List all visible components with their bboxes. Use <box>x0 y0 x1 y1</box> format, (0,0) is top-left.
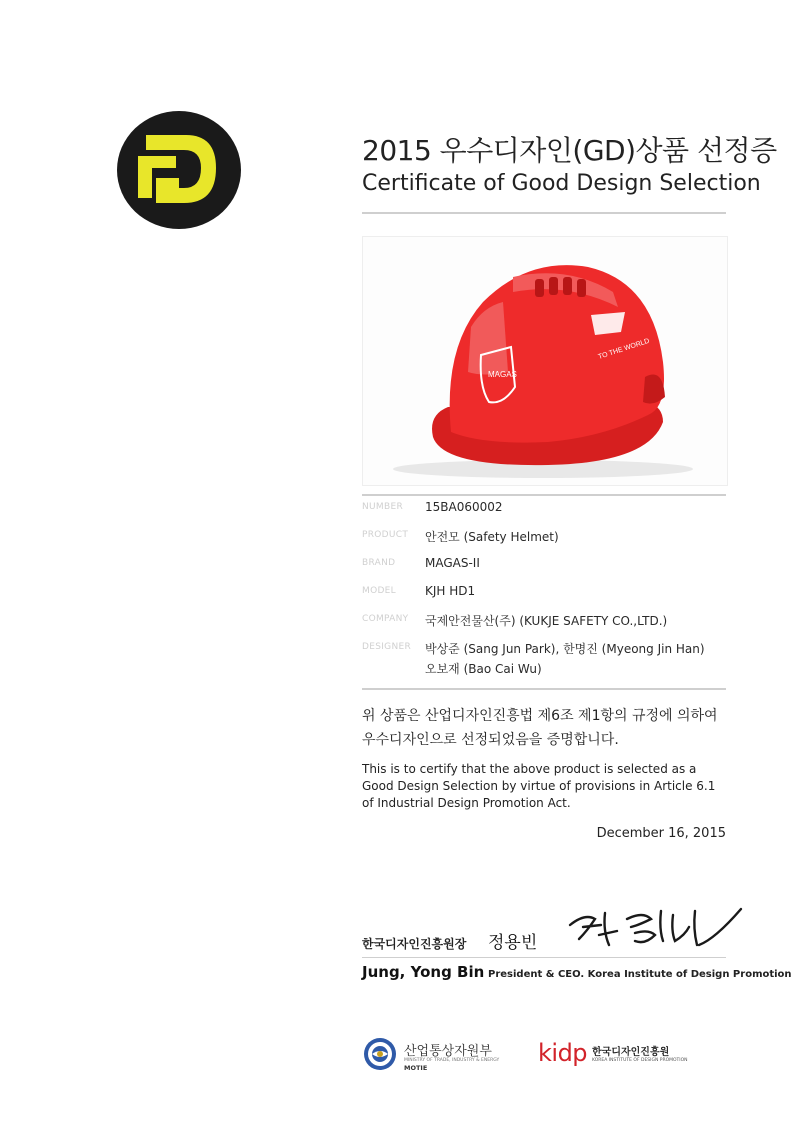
kidp-name-english: KOREA INSTITUTE OF DESIGN PROMOTION <box>592 1058 688 1063</box>
divider-top <box>362 212 726 214</box>
divider-details-bottom <box>362 688 726 690</box>
title-english: Certificate of Good Design Selection <box>362 171 761 196</box>
detail-value: 박상준 (Sang Jun Park), 한명진 (Myeong Jin Han) <box>425 642 705 656</box>
helmet-slogan-text: TO THE WORLD <box>597 337 651 361</box>
motie-abbreviation: MOTIE <box>404 1064 428 1072</box>
detail-value-line2: 오보재 (Bao Cai Wu) <box>425 662 542 676</box>
detail-value: 국제안전물산(주) (KUKJE SAFETY CO.,LTD.) <box>425 614 668 628</box>
kidp-logo-mark: kidp <box>538 1039 588 1067</box>
signatory-name-korean: 정용빈 <box>488 933 538 953</box>
helmet-badge-text: MAGAS <box>488 370 517 379</box>
detail-value: 안전모 (Safety Helmet) <box>425 530 559 544</box>
signatory-name-english: Jung, Yong Bin <box>362 963 485 981</box>
product-photo <box>362 236 728 486</box>
motie-name-english-small: MINISTRY OF TRADE, INDUSTRY & ENERGY <box>404 1058 500 1063</box>
issue-date: December 16, 2015 <box>596 826 726 841</box>
safety-helmet-image <box>363 237 727 485</box>
detail-value: MAGAS-II <box>425 556 480 570</box>
kidp-name-korean: 한국디자인진흥원 <box>592 1047 670 1058</box>
detail-label: NUMBER <box>362 502 403 512</box>
certification-text-korean <box>362 704 718 752</box>
detail-label: MODEL <box>362 586 396 596</box>
certification-ko-line2: 우수디자인으로 선정되었음을 증명합니다. <box>362 732 619 748</box>
detail-label: COMPANY <box>362 614 409 624</box>
signatory-role: President & CEO. Korea Institute of Design Promotion <box>488 969 792 980</box>
detail-value: 15BA060002 <box>425 500 503 514</box>
title-korean: 2015 우수디자인(GD)상품 선정증 <box>362 134 777 167</box>
detail-label: BRAND <box>362 558 396 568</box>
motie-emblem-icon <box>362 1036 398 1072</box>
handwritten-signature <box>565 905 743 955</box>
certification-ko-line1: 위 상품은 산업디자인진흥법 제6조 제1항의 규정에 의하여 <box>362 708 718 724</box>
detail-label: DESIGNER <box>362 642 412 652</box>
motie-name-korean: 산업통상자원부 <box>404 1044 492 1059</box>
detail-value: KJH HD1 <box>425 584 476 598</box>
divider-details-top <box>362 494 726 496</box>
divider-signatory <box>362 957 726 958</box>
signatory-org-title: 한국디자인진흥원장 <box>362 937 467 951</box>
detail-label: PRODUCT <box>362 530 409 540</box>
gd-logo <box>116 110 242 230</box>
certification-text-english: This is to certify that the above product is selected as a Good Design Selection by virtue of provisions in Article 6.1 of Industrial Design Promotion Act. <box>362 762 716 810</box>
